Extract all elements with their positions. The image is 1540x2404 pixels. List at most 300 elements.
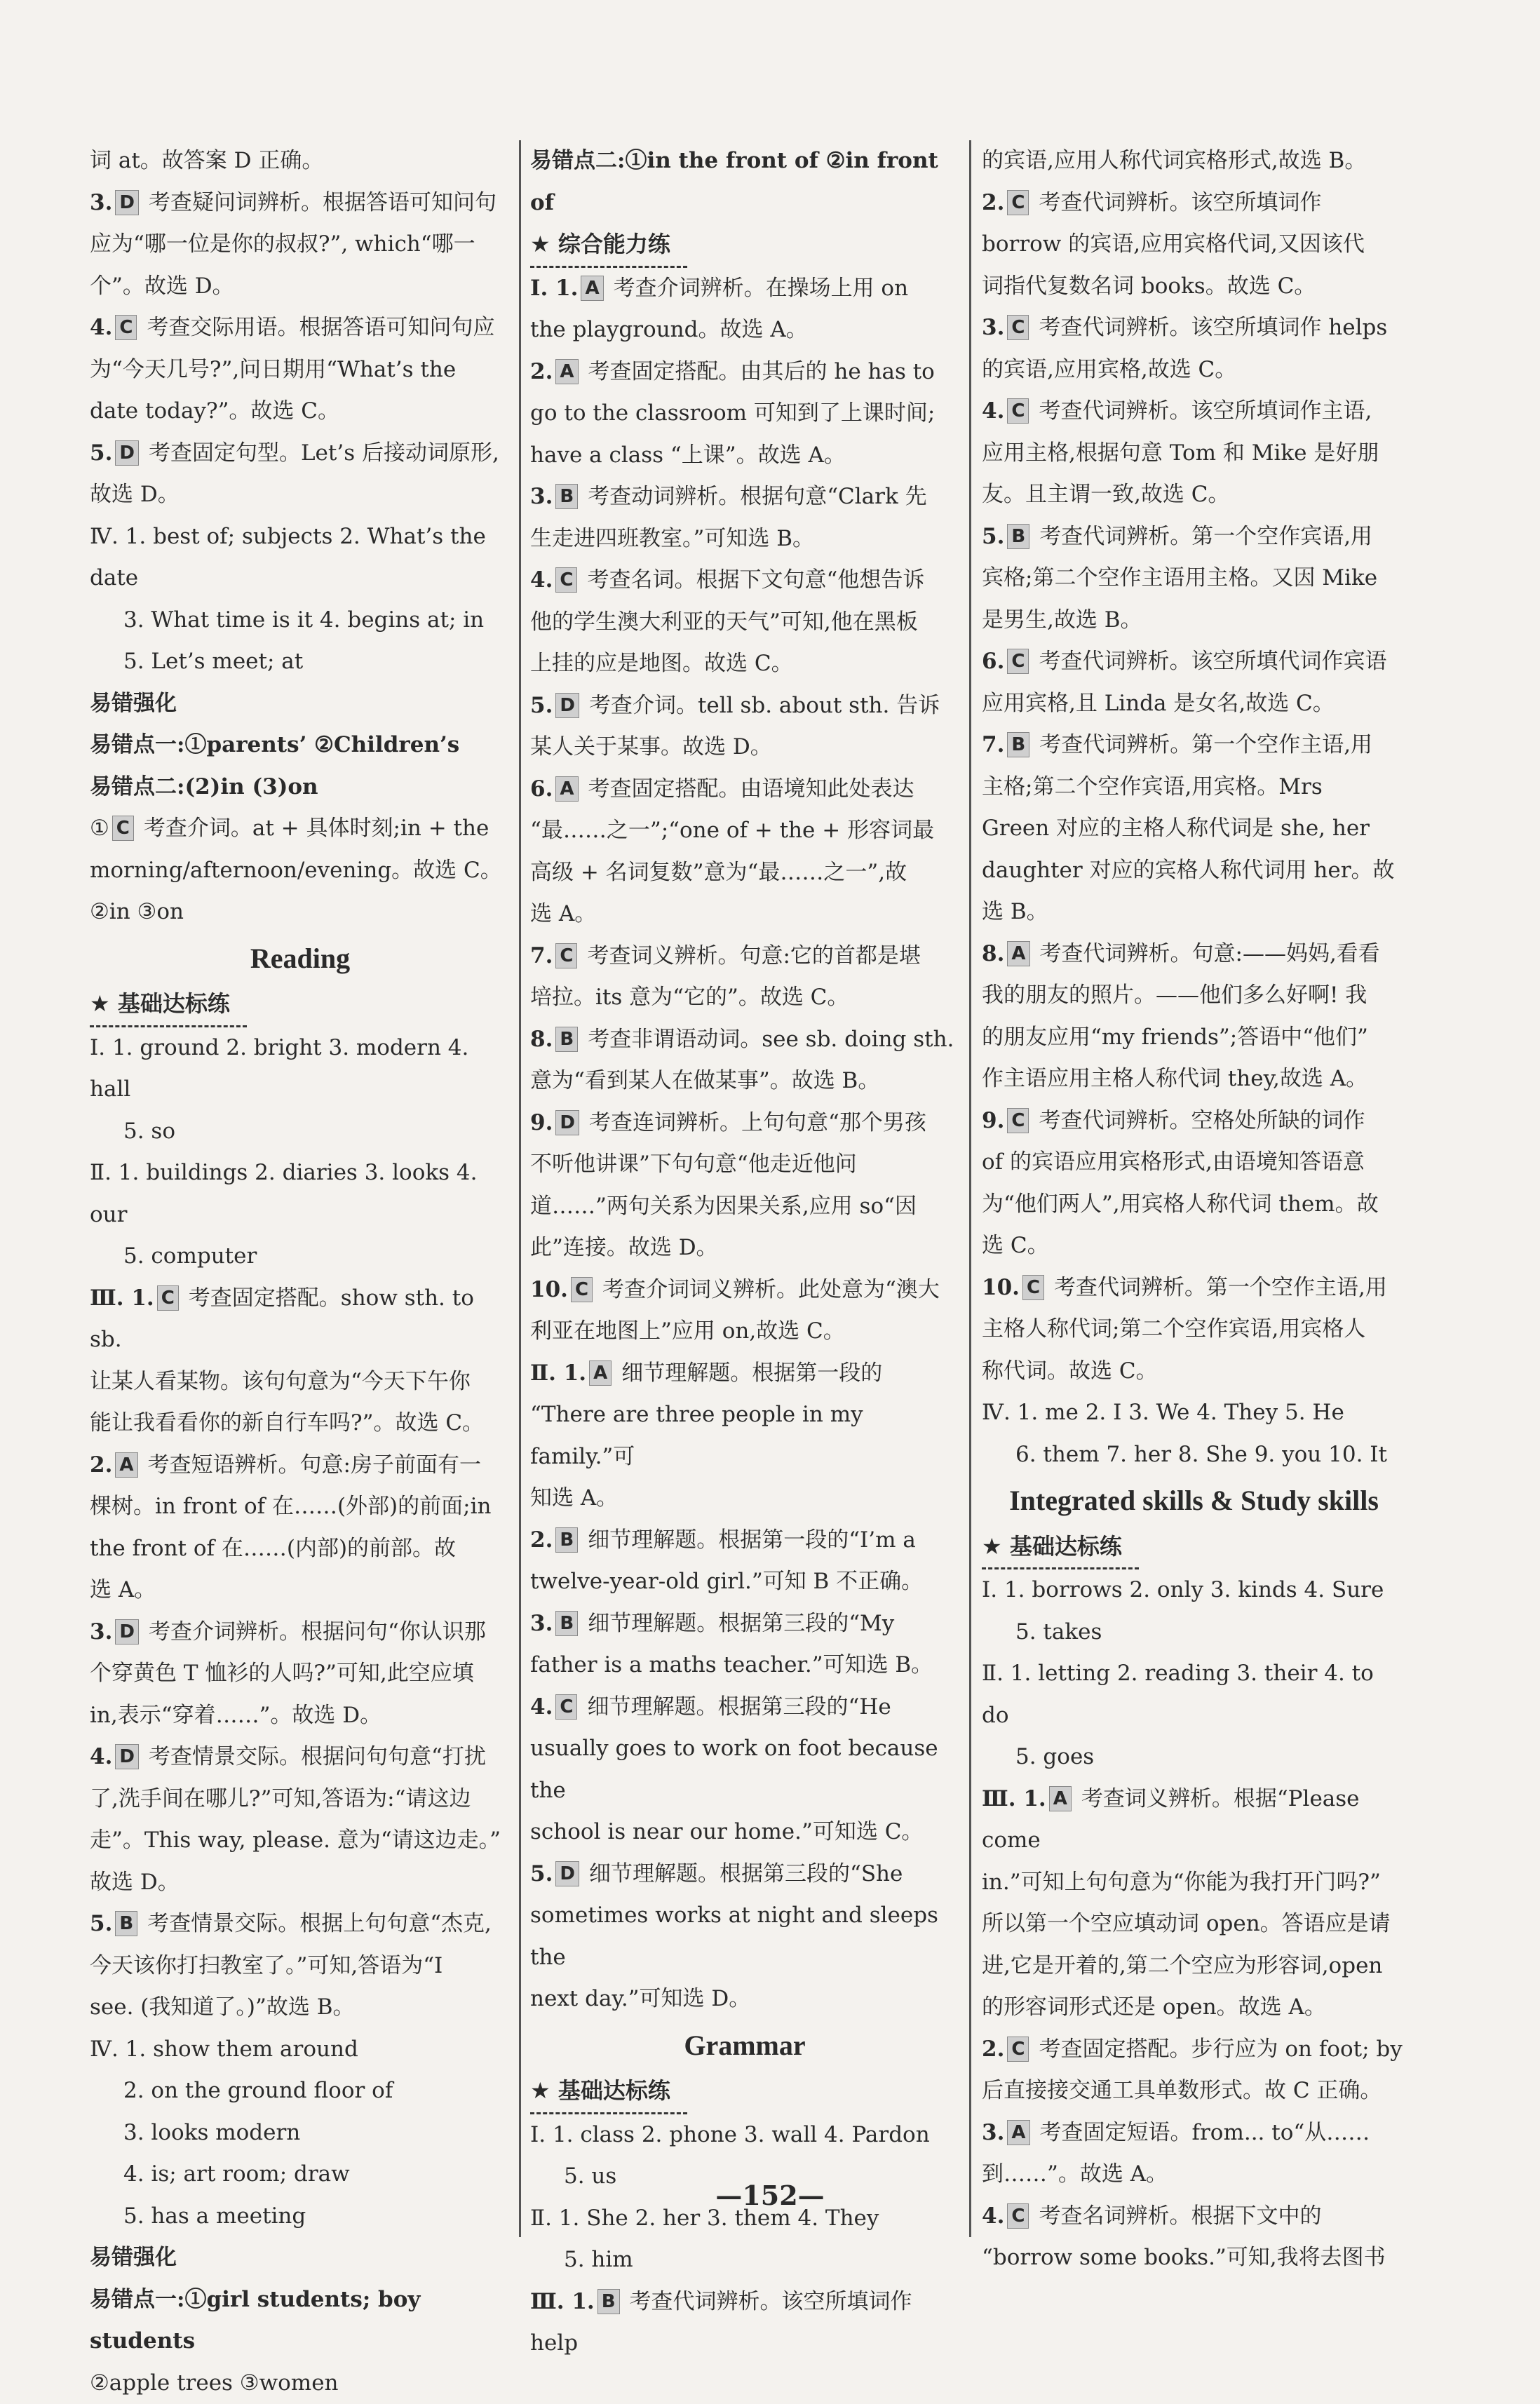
question-number: 5.	[530, 693, 553, 718]
answer-text: 细节理解题。根据第三段的“He	[587, 1694, 891, 1720]
answer-line	[90, 224, 511, 266]
answer-text: 主格人称代词;第二个空作宾语,用宾格人	[982, 1316, 1365, 1342]
answer-line	[530, 1353, 959, 1395]
answer-text: 进,它是开着的,第二个空应为形容词,open	[982, 1953, 1382, 1978]
answer-line	[90, 2112, 511, 2154]
answer-text: 个穿黄色 T 恤衫的人吗?”可知,此空应填	[90, 1661, 474, 1686]
answer-text: 应用主格,根据句意 Tom 和 Mike 是好朋	[982, 440, 1379, 466]
answer-text: 利亚在地图上”应用 on,故选 C。	[530, 1318, 845, 1344]
answer-line	[530, 1603, 959, 1645]
answer-text: 考查动词辨析。根据句意“Clark 先	[588, 484, 926, 509]
answer-choice-badge: D	[115, 1619, 139, 1645]
answer-text: 选 C。	[982, 1233, 1049, 1258]
answer-text: 应为“哪一位是你的叔叔?”, which“哪一	[90, 231, 475, 257]
answer-text: have a class “上课”。故选 A。	[530, 443, 846, 468]
column-divider-left	[519, 140, 521, 2237]
answer-choice-badge: D	[115, 440, 139, 466]
question-number: 8.	[530, 1027, 553, 1052]
answer-choice-badge: B	[555, 1527, 578, 1553]
answer-line	[982, 1434, 1406, 1476]
exercise-heading	[530, 2070, 959, 2114]
answer-line	[982, 1392, 1406, 1434]
section-title: Grammar	[530, 2025, 959, 2067]
answer-line	[982, 224, 1406, 266]
answer-text: 某人关于某事。故选 D。	[530, 734, 772, 759]
answer-line	[530, 643, 959, 685]
answer-line	[530, 1478, 959, 1520]
answer-choice-badge: C	[571, 1277, 593, 1302]
question-number: 3.	[982, 315, 1004, 340]
answer-text: 选 B。	[982, 899, 1048, 924]
answer-column-right	[982, 140, 1406, 2279]
answer-text: 道……”两句关系为因果关系,应用 so“因	[530, 1194, 917, 1219]
answer-text: 词指代复数名词 books。故选 C。	[982, 274, 1316, 299]
answer-choice-badge: C	[1022, 1275, 1044, 1300]
question-number: 3.	[530, 484, 553, 509]
answer-line	[90, 1987, 511, 2029]
answer-line	[530, 1311, 959, 1353]
answer-line	[982, 808, 1406, 850]
answer-line	[982, 140, 1406, 182]
answer-text: 5. takes	[1015, 1619, 1102, 1645]
answer-text: 考查固定句型。Let’s 后接动词原形,	[149, 440, 499, 466]
answer-line	[982, 1778, 1406, 1862]
answer-line	[530, 769, 959, 811]
answer-line	[530, 1144, 959, 1186]
question-number: 4.	[90, 1744, 112, 1769]
answer-text: 考查介词辨析。在操场上用 on	[614, 276, 908, 301]
answer-line	[982, 1351, 1406, 1393]
answer-line	[90, 474, 511, 516]
answer-choice-badge: D	[555, 693, 579, 718]
answer-line	[530, 1102, 959, 1144]
answer-line	[90, 433, 511, 475]
answer-choice-badge: B	[555, 1611, 578, 1636]
column-divider-right	[969, 140, 971, 2237]
answer-line	[530, 936, 959, 978]
question-number: 10.	[530, 1277, 568, 1302]
answer-text: 考查非谓语动词。see sb. doing sth.	[588, 1027, 954, 1052]
answer-text: 是男生,故选 B。	[982, 607, 1142, 633]
answer-text: Ⅳ. 1. best of; subjects 2. What’s the date	[90, 524, 486, 591]
answer-line	[530, 1978, 959, 2020]
answer-text: 考查代词辨析。第一个空作主语,用	[1039, 732, 1372, 757]
question-number: 4.	[982, 398, 1004, 424]
answer-choice-badge: C	[115, 315, 137, 340]
answer-text: 培拉。its 意为“它的”。故选 C。	[530, 985, 849, 1010]
answer-text: 细节理解题。根据第三段的“She	[589, 1861, 903, 1886]
answer-text: 考查交际用语。根据答语可知问句应	[147, 315, 494, 340]
answer-line	[982, 767, 1406, 809]
answer-line	[90, 1361, 511, 1403]
answer-text: 此”连接。故选 D。	[530, 1235, 718, 1260]
question-number: 5.	[90, 440, 112, 466]
answer-text: 考查代词辨析。句意:——妈妈,看看	[1040, 941, 1380, 966]
exercise-heading	[530, 224, 959, 268]
answer-choice-badge: B	[555, 1027, 578, 1052]
answer-line	[530, 852, 959, 894]
error-reinforcement-heading: 易错强化	[90, 683, 511, 725]
answer-line	[530, 309, 959, 351]
answer-text: 个”。故选 D。	[90, 274, 234, 299]
answer-line	[982, 1569, 1406, 1612]
answer-text: daughter 对应的宾格人称代词用 her。故	[982, 858, 1395, 883]
answer-line	[530, 2281, 959, 2365]
answer-text: 考查固定搭配。由其后的 he has to	[588, 359, 935, 384]
answer-text: 生走进四班教室。”可知选 B。	[530, 526, 814, 551]
answer-line	[530, 1853, 959, 1896]
answer-text: 考查固定搭配。show sth. to sb.	[90, 1285, 474, 1353]
answer-line	[982, 1987, 1406, 2029]
answer-text: school is near our home.”可知选 C。	[530, 1819, 923, 1844]
answer-choice-badge: D	[115, 1744, 139, 1769]
question-number: Ⅲ. 1.	[982, 1786, 1046, 1811]
answer-text: 知选 A。	[530, 1485, 618, 1511]
answer-text: 应用宾格,且 Linda 是女名,故选 C。	[982, 691, 1335, 716]
answer-line	[90, 1486, 511, 1528]
answer-column-middle	[530, 140, 959, 2365]
answer-text: of 的宾语应用宾格形式,由语境知答语意	[982, 1149, 1365, 1175]
answer-line	[90, 2279, 511, 2363]
question-number: 6.	[530, 776, 553, 802]
answer-text: 上挂的应是地图。故选 C。	[530, 651, 793, 676]
answer-text: 主格;第二个空作宾语,用宾格。Mrs	[982, 774, 1323, 799]
question-number: 8.	[982, 941, 1004, 966]
answer-text: 考查介词。tell sb. about sth. 告诉	[589, 693, 940, 718]
answer-text: Ⅳ. 1. me 2. I 3. We 4. They 5. He	[982, 1400, 1344, 1425]
answer-line	[530, 393, 959, 435]
answer-line	[982, 600, 1406, 642]
answer-text: 高级 + 名词复数”意为“最……之一”,故	[530, 860, 907, 885]
answer-text: 的朋友应用“my friends”;答语中“他们”	[982, 1025, 1368, 1050]
answer-line	[982, 641, 1406, 683]
answer-text: 考查词义辨析。根据“Please come	[982, 1786, 1360, 1853]
answer-line	[90, 1445, 511, 1487]
answer-line	[982, 2112, 1406, 2154]
answer-text: 选 A。	[530, 901, 596, 926]
question-number: Ⅱ. 1.	[530, 1360, 586, 1386]
answer-line	[982, 1267, 1406, 1309]
answer-text: 细节理解题。根据第三段的“My	[588, 1611, 894, 1636]
answer-text: 易错点一:①parents’ ②Children’s	[90, 732, 459, 757]
answer-line	[530, 268, 959, 310]
answer-line	[90, 1027, 511, 1111]
answer-text: morning/afternoon/evening。故选 C。	[90, 858, 502, 883]
answer-text: Ⅱ. 1. letting 2. reading 3. their 4. to do	[982, 1661, 1374, 1728]
answer-text: 的形容词形式还是 open。故选 A。	[982, 1994, 1326, 2020]
answer-line	[90, 1111, 511, 1153]
answer-line	[530, 1687, 959, 1729]
answer-choice-badge: C	[112, 816, 134, 841]
answer-text: 考查代词辨析。该空所填词作 helps	[1039, 315, 1387, 340]
answer-line	[530, 1561, 959, 1603]
answer-text: 5. so	[123, 1119, 175, 1144]
answer-line	[90, 391, 511, 433]
answer-line	[90, 1653, 511, 1695]
answer-text: 所以第一个空应填动词 open。答语应是请	[982, 1911, 1391, 1936]
answer-text: 为“他们两人”,用宾格人称代词 them。故	[982, 1191, 1379, 1217]
answer-text: 细节理解题。根据第一段的“I’m a	[588, 1527, 916, 1553]
answer-line	[90, 349, 511, 391]
answer-text: 3. What time is it 4. begins at; in	[123, 607, 484, 633]
question-number: 4.	[90, 315, 112, 340]
answer-text: 作主语应用主格人称代词 they,故选 A。	[982, 1066, 1367, 1091]
answer-choice-badge: C	[1007, 1108, 1029, 1133]
answer-line	[530, 1728, 959, 1811]
question-number: 4.	[530, 1694, 553, 1720]
answer-line	[530, 1269, 959, 1311]
answer-text: “最……之一”;“one of + the + 形容词最	[530, 818, 934, 843]
answer-line	[90, 2363, 511, 2404]
answer-line	[982, 1309, 1406, 1351]
answer-line	[90, 140, 511, 182]
answer-text: 考查代词辨析。该空所填词作	[1039, 190, 1321, 215]
answer-line	[530, 685, 959, 727]
question-number: 9.	[530, 1110, 553, 1135]
answer-text: 5. Let’s meet; at	[123, 649, 303, 674]
answer-text: 考查代词辨析。该空所填词作 help	[530, 2289, 912, 2356]
answer-choice-badge: A	[589, 1360, 612, 1386]
question-number: 10.	[982, 1275, 1020, 1300]
answer-line	[530, 977, 959, 1019]
answer-line	[90, 1236, 511, 1278]
question-number: 9.	[982, 1108, 1004, 1133]
answer-choice-badge: A	[1007, 941, 1029, 966]
answer-line	[90, 1820, 511, 1862]
answer-text: 考查介词辨析。根据问句“你认识那	[149, 1619, 486, 1645]
answer-choice-badge: C	[1007, 190, 1029, 215]
answer-choice-badge: D	[115, 190, 139, 215]
answer-text: 5. computer	[123, 1243, 257, 1269]
question-number: 3.	[90, 1619, 112, 1645]
answer-text: 6. them 7. her 8. She 9. you 10. It	[1015, 1442, 1387, 1467]
answer-choice-badge: D	[555, 1861, 579, 1886]
answer-text: 走”。This way, please. 意为“请这边走。”	[90, 1828, 501, 1853]
answer-choice-badge: C	[1007, 2037, 1029, 2062]
answer-text: 2. on the ground floor of	[123, 2078, 393, 2103]
answer-choice-badge: C	[1007, 398, 1029, 424]
answer-line	[982, 266, 1406, 308]
answer-line	[530, 560, 959, 602]
answer-text: 考查短语辨析。句意:房子前面有一	[148, 1452, 481, 1478]
answer-line	[530, 1019, 959, 1061]
exercise-heading	[90, 983, 511, 1027]
answer-text: 为“今天几号?”,问日期用“What’s the	[90, 357, 456, 382]
answer-text: sometimes works at night and sleeps the	[530, 1903, 938, 1970]
answer-text: 考查名词。根据下文句意“他想告诉	[587, 567, 924, 593]
answer-line	[90, 767, 511, 809]
answer-text: father is a maths teacher.”可知选 B。	[530, 1652, 933, 1677]
answer-text: 考查疑问词辨析。根据答语可知问句	[149, 190, 497, 215]
answer-text: ②apple trees ③women	[90, 2370, 339, 2396]
answer-line	[90, 641, 511, 683]
answer-text: borrow 的宾语,应用宾格代词,又因该代	[982, 231, 1365, 257]
answer-text: 称代词。故选 C。	[982, 1358, 1158, 1384]
answer-line	[530, 1520, 959, 1562]
answer-line	[982, 975, 1406, 1017]
answer-text: 考查介词词义辨析。此处意为“澳大	[602, 1277, 940, 1302]
exercise-heading-text: ★ 基础达标练	[530, 2070, 687, 2114]
answer-line	[982, 1225, 1406, 1267]
answer-text: the front of 在……(内部)的前部。故	[90, 1536, 456, 1561]
answer-text: in,表示“穿着……”。故选 D。	[90, 1703, 381, 1728]
answer-text: 我的朋友的照片。——他们多么好啊! 我	[982, 982, 1367, 1008]
question-number: 3.	[90, 190, 112, 215]
question-number: 4.	[982, 2203, 1004, 2229]
answer-line	[90, 600, 511, 642]
answer-choice-badge: B	[555, 484, 578, 509]
answer-text: Ⅱ. 1. buildings 2. diaries 3. looks 4. our	[90, 1160, 478, 1227]
answer-line	[982, 1903, 1406, 1945]
answer-text: 考查情景交际。根据问句句意“打扰	[149, 1744, 486, 1769]
answer-choice-badge: D	[555, 1110, 579, 1135]
answer-text: 易错点一:①girl students; boy students	[90, 2287, 420, 2354]
answer-line	[90, 182, 511, 224]
answer-line	[90, 1862, 511, 1904]
answer-line	[530, 1811, 959, 1853]
answer-choice-badge: C	[555, 1694, 577, 1720]
answer-line	[530, 1227, 959, 1269]
answer-column-left	[90, 140, 511, 2404]
question-number: 2.	[982, 190, 1004, 215]
answer-text: 考查代词辨析。第一个空作宾语,用	[1039, 524, 1372, 549]
answer-choice-badge: B	[115, 1911, 137, 1936]
answer-text: in.”可知上句句意为“你能为我打开门吗?”	[982, 1870, 1381, 1895]
answer-line	[982, 433, 1406, 475]
answer-line	[982, 2070, 1406, 2112]
answer-line	[982, 2237, 1406, 2279]
section-title: Integrated skills & Study skills	[982, 1480, 1406, 1522]
answer-text: 考查名词辨析。根据下文中的	[1039, 2203, 1321, 2229]
answer-line	[530, 727, 959, 769]
answer-text: 考查介词。at + 具体时刻;in + the	[144, 816, 489, 841]
answer-text: usually goes to work on foot because the	[530, 1736, 938, 1803]
answer-choice-badge: C	[1007, 315, 1029, 340]
question-number: 5.	[90, 1911, 112, 1936]
answer-text: 4. is; art room; draw	[123, 2161, 350, 2187]
answer-text: 5. goes	[1015, 1744, 1094, 1769]
answer-text: 的宾语,应用人称代词宾格形式,故选 B。	[982, 148, 1366, 173]
answer-line	[530, 435, 959, 477]
question-number: 3.	[530, 1611, 553, 1636]
answer-text: 不听他讲课”下句句意“他走近他问	[530, 1152, 857, 1177]
answer-line	[982, 391, 1406, 433]
answer-line	[982, 1184, 1406, 1226]
answer-text: 考查代词辨析。第一个空作主语,用	[1054, 1275, 1387, 1300]
answer-line	[90, 1945, 511, 1987]
answer-text: 的宾语,应用宾格,故选 C。	[982, 357, 1236, 382]
answer-text: 考查固定搭配。步行应为 on foot; by	[1039, 2037, 1402, 2062]
answer-text: 考查代词辨析。该空所填词作主语,	[1039, 398, 1372, 424]
answer-line	[530, 476, 959, 518]
question-number: Ⅲ. 1.	[530, 2289, 595, 2314]
answer-line	[530, 518, 959, 560]
answer-choice-badge: C	[555, 943, 577, 968]
answer-line	[982, 933, 1406, 975]
answer-text: 到……”。故选 A。	[982, 2161, 1168, 2187]
answer-text: 让某人看某物。该句句意为“今天下午你	[90, 1369, 471, 1394]
answer-line	[982, 2029, 1406, 2071]
answer-line	[90, 1903, 511, 1945]
error-reinforcement-heading: 易错强化	[90, 2237, 511, 2279]
answer-text: 故选 D。	[90, 482, 180, 507]
answer-line	[982, 724, 1406, 767]
answer-text: Ⅳ. 1. show them around	[90, 2037, 358, 2062]
question-number: 2.	[530, 359, 553, 384]
answer-line	[90, 891, 511, 933]
answer-line	[530, 140, 959, 224]
answer-choice-badge: A	[555, 776, 578, 802]
answer-line	[90, 1569, 511, 1612]
answer-text: go to the classroom 可知到了上课时间;	[530, 400, 935, 426]
question-number: Ⅰ. 1.	[530, 276, 578, 301]
answer-line	[982, 558, 1406, 600]
question-number: 6.	[982, 649, 1004, 674]
question-number: 4.	[530, 567, 553, 593]
answer-line	[982, 1612, 1406, 1654]
answer-line	[982, 683, 1406, 725]
question-number: 2.	[90, 1452, 112, 1478]
answer-line	[982, 349, 1406, 391]
question-number: 2.	[982, 2037, 1004, 2062]
answer-line	[90, 516, 511, 600]
section-title: Reading	[90, 938, 511, 980]
answer-text: 能让我看看你的新自行车吗?”。故选 C。	[90, 1410, 484, 1436]
answer-line	[90, 1278, 511, 1361]
answer-text: 友。且主谓一致,故选 C。	[982, 482, 1229, 507]
answer-line	[90, 1736, 511, 1778]
answer-line	[530, 351, 959, 393]
answer-line	[530, 602, 959, 644]
answer-text: 5. has a meeting	[123, 2203, 306, 2229]
answer-text: see. (我知道了。)”故选 B。	[90, 1994, 354, 2020]
answer-line	[982, 1017, 1406, 1059]
answer-text: 考查连词辨析。上句句意“那个男孩	[589, 1110, 926, 1135]
answer-text: 3. looks modern	[123, 2120, 300, 2145]
answer-text: 易错点二:(2)in (3)on	[90, 774, 318, 799]
answer-text: Ⅰ. 1. ground 2. bright 3. modern 4. hall	[90, 1035, 468, 1102]
answer-text: 易错点二:①in the front of ②in front of	[530, 148, 938, 215]
answer-text: 棵树。in front of 在……(外部)的前面;in	[90, 1494, 491, 1519]
answer-line	[90, 2070, 511, 2112]
answer-line	[982, 1058, 1406, 1100]
answer-text: 了,洗手间在哪儿?”可知,答语为:“请这边	[90, 1786, 471, 1811]
exercise-heading-text: ★ 基础达标练	[982, 1526, 1139, 1570]
answer-text: 宾格;第二个空作主语用主格。又因 Mike	[982, 565, 1377, 590]
answer-line	[982, 1100, 1406, 1142]
answer-line	[982, 891, 1406, 933]
answer-text: next day.”可知选 D。	[530, 1986, 750, 2011]
exercise-heading-text: ★ 基础达标练	[90, 983, 247, 1027]
answer-line	[530, 2239, 959, 2281]
answer-line	[530, 1895, 959, 1978]
answer-line	[530, 810, 959, 852]
answer-line	[530, 2114, 959, 2156]
answer-text: the playground。故选 A。	[530, 317, 808, 342]
question-number: Ⅲ. 1.	[90, 1285, 154, 1311]
answer-choice-badge: B	[1007, 524, 1029, 549]
answer-text: twelve-year-old girl.”可知 B 不正确。	[530, 1569, 923, 1594]
answer-text: 词 at。故答案 D 正确。	[90, 148, 323, 173]
answer-line	[90, 1695, 511, 1737]
answer-line	[530, 1645, 959, 1687]
answer-text: 考查固定短语。from... to“从……	[1040, 2120, 1370, 2145]
answer-line	[90, 266, 511, 308]
answer-text: “There are three people in my family.”可	[530, 1402, 863, 1469]
answer-text: 后直接接交通工具单数形式。故 C 正确。	[982, 2078, 1382, 2103]
answer-choice-badge: C	[157, 1285, 179, 1311]
answer-text: 考查词义辨析。句意:它的首都是堪	[587, 943, 920, 968]
